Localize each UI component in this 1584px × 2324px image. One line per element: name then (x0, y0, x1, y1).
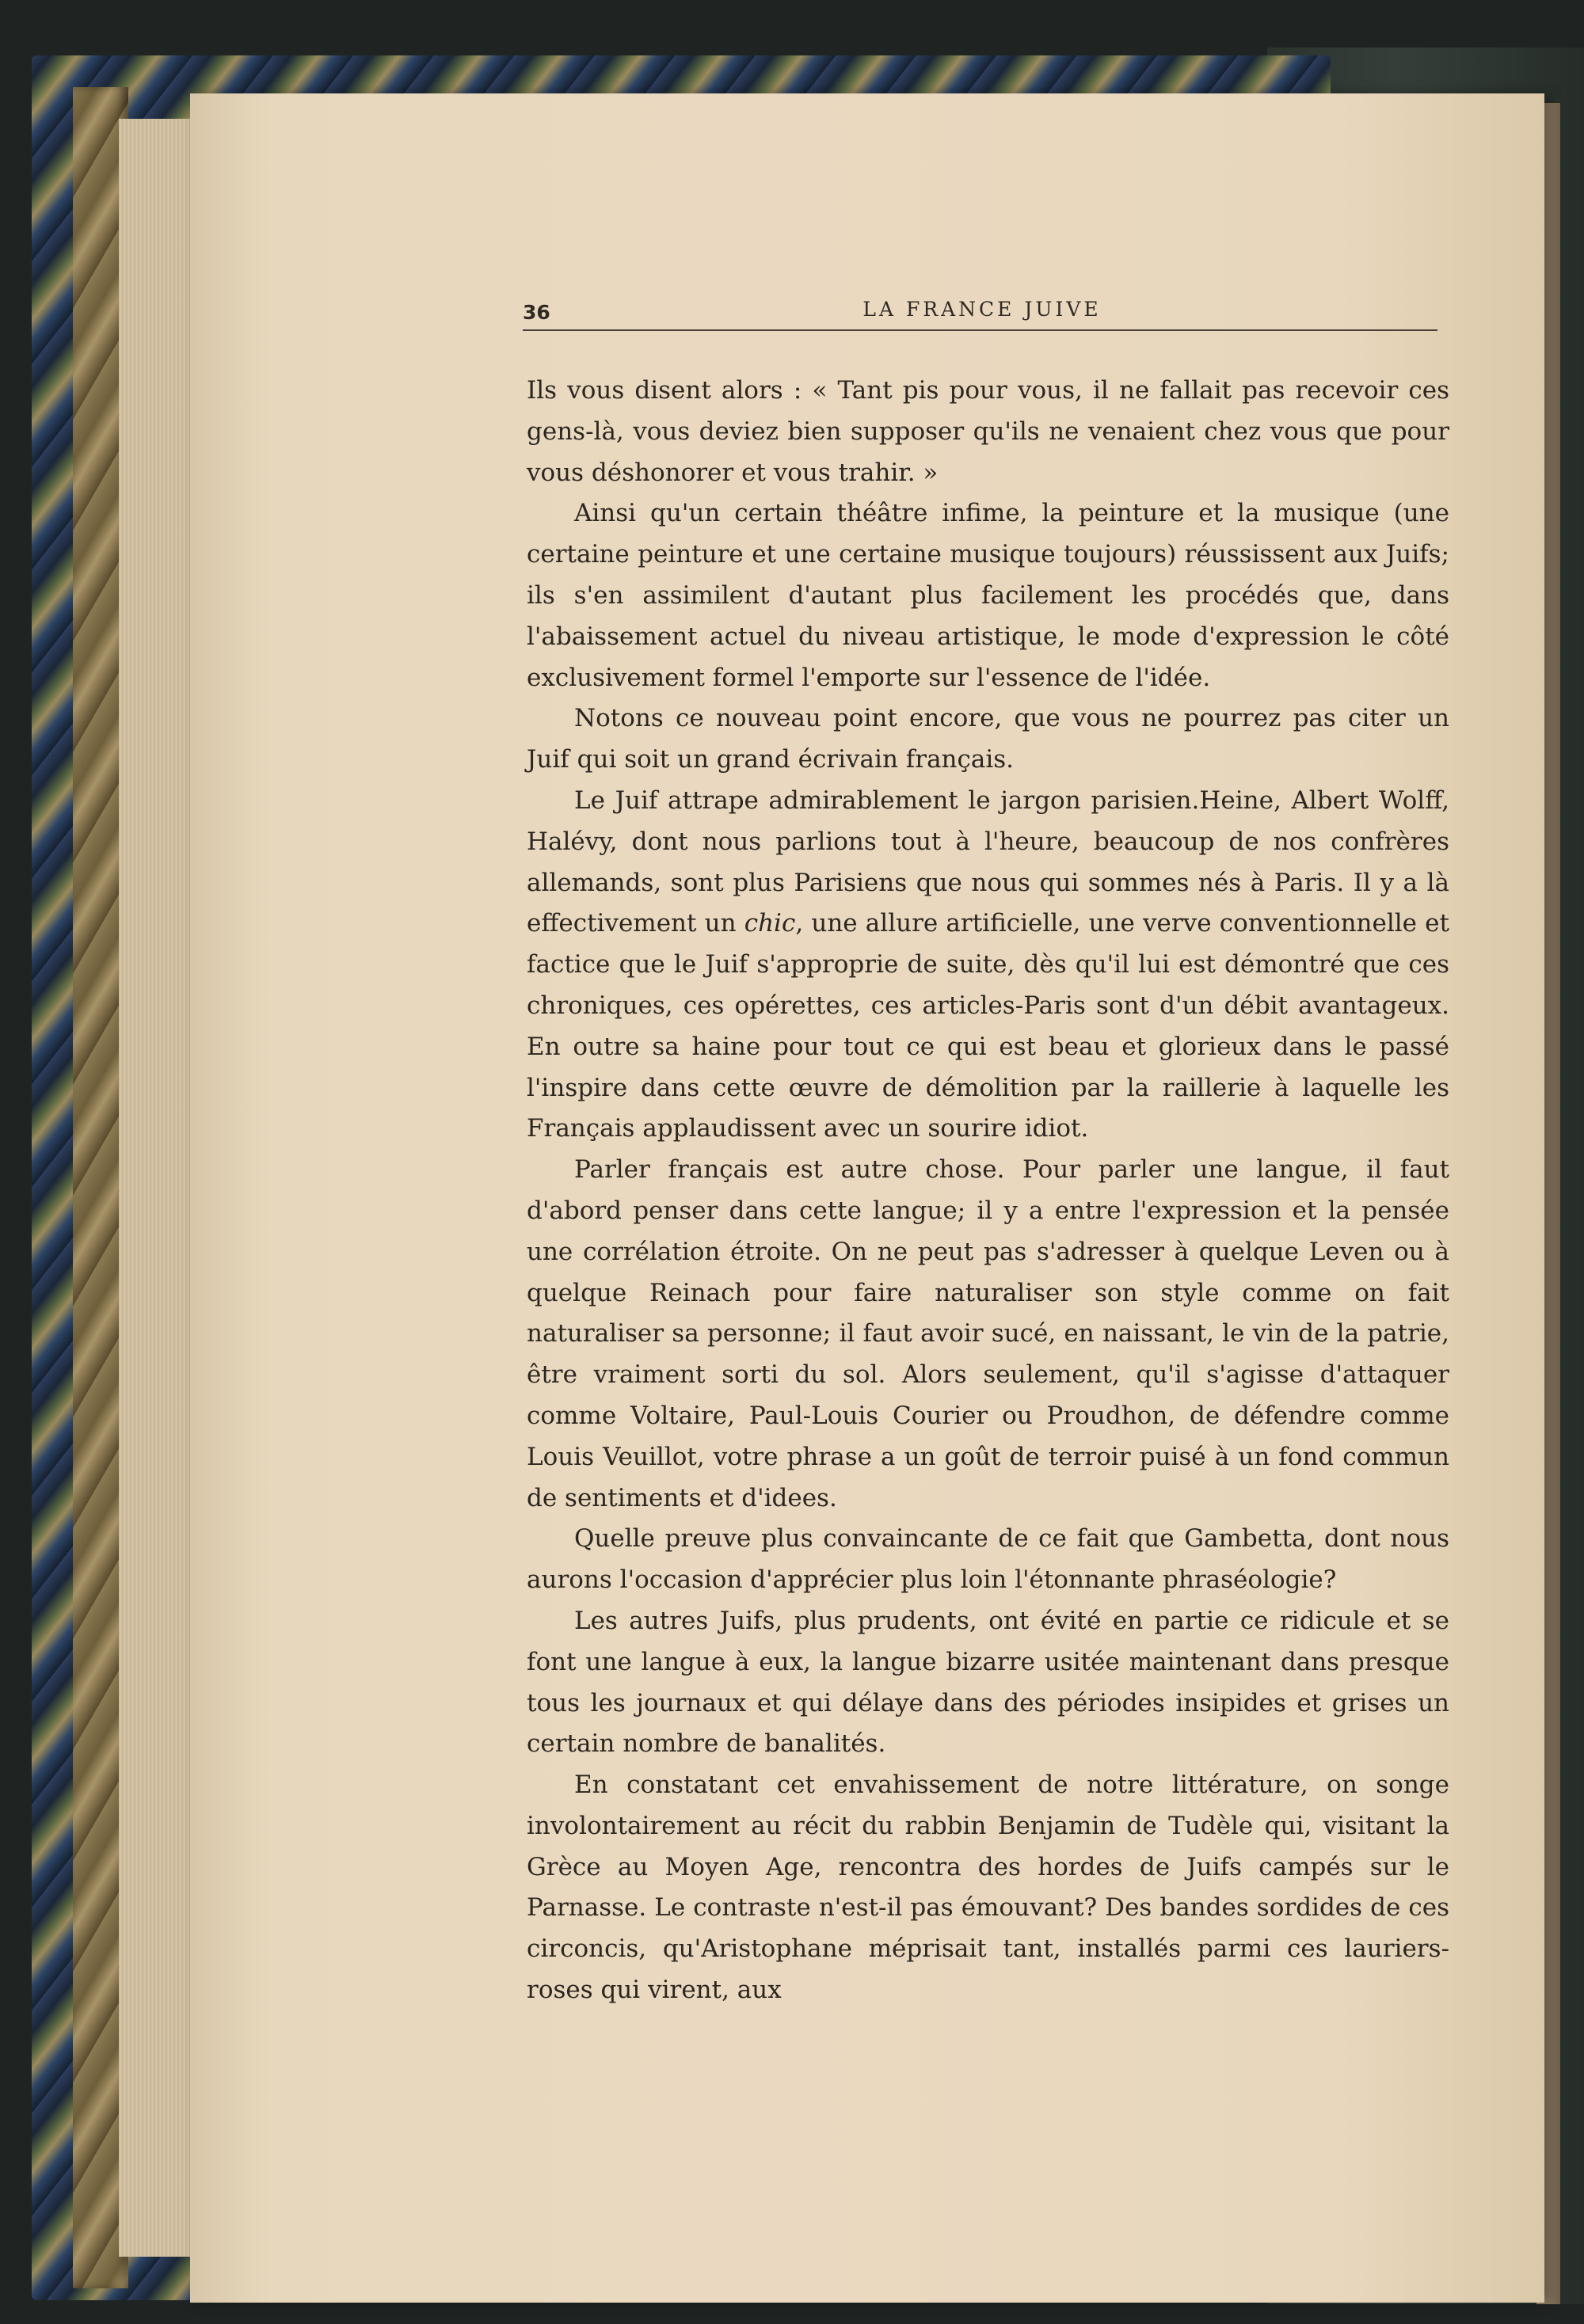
body-text (527, 371, 1449, 2011)
header-rule (523, 329, 1437, 331)
paragraph: Ils vous disent alors : « Tant pis pour vous, il ne fallait pas recevoir ces gens-là, vous deviez bien supposer qu'ils ne venaient chez vous que pour vous déshonorer et vous trahir. » (527, 376, 1449, 487)
paragraph: Notons ce nouveau point encore, que vous ne pourrez pas citer un Juif qui soit un grand écrivain français. (527, 704, 1449, 774)
paragraph-text: Le Juif attrape admirablement le jargon parisien.Heine, Albert Wolff, Halévy, dont nous parlions tout à l'heure, beaucoup de nos confrères allemands, sont plus Parisiens que nous qui sommes nés à Paris. Il y a là effectivement un (527, 785, 1449, 938)
paragraph: En constatant cet envahissement de notre littérature, on songe involontairement au récit du rabbin Benjamin de Tudèle qui, visitant la Grèce au Moyen Age, rencontra des hordes de Juifs campés sur le Parnasse. Le contraste n'est-il pas émouvant? Des bandes sordides de ces circoncis, qu'Aristophane méprisait tant, installés parmi ces lauriers-roses qui virent, aux (527, 1771, 1449, 2005)
emphasis-word: chic (744, 909, 796, 938)
paragraph: Les autres Juifs, plus prudents, ont évité en partie ce ridicule et se font une langue à eux, la langue bizarre usitée maintenant dans presque tous les journaux et qui délaye dans des périodes insipides et grises un certain nombre de banalités. (527, 1606, 1449, 1759)
paragraph: Quelle preuve plus convaincante de ce fait que Gambetta, dont nous aurons l'occasion d'apprécier plus loin l'étonnante phraséologie? (527, 1524, 1449, 1595)
page-number: 36 (523, 301, 550, 324)
paragraph: Ainsi qu'un certain théâtre infime, la peinture et la musique (une certaine peinture et une certaine musique toujours) réussissent aux Juifs; ils s'en assimilent d'autant plus facilement les procédés que, dans l'abaissement actuel du niveau artistique, le mode d'expression le côté exclusivement formel l'emporte sur l'essence de l'idée. (527, 499, 1449, 692)
paragraph-text: , une allure artificielle, une verve conventionnelle et factice que le Juif s'approprie de suite, dès qu'il lui est démontré que ces chroniques, ces opérettes, ces articles-Paris sont d'un débit avantageux. En outre sa haine pour tout ce qui est beau et glorieux dans le passé l'inspire dans cette œuvre de démolition par la raillerie à laquelle les Français applaudissent avec un sourire idiot. (527, 909, 1449, 1143)
paragraph: Parler français est autre chose. Pour parler une langue, il faut d'abord penser dans cette langue; il y a entre l'expression et la pensée une corrélation étroite. On ne peut pas s'adresser à quelque Leven ou à quelque Reinach pour faire naturaliser son style comme on fait naturaliser sa personne; il faut avoir sucé, en naissant, le vin de la patrie, être vraiment sorti du sol. Alors seulement, qu'il s'agisse d'attaquer comme Voltaire, Paul-Louis Courier ou Proudhon, de défendre comme Louis Veuillot, votre phrase a un goût de terroir puisé à un fond commun de sentiments et d'idees. (527, 1155, 1449, 1512)
running-head: LA FRANCE JUIVE (862, 298, 1102, 321)
paragraph (527, 781, 1449, 1150)
page-header (523, 293, 1441, 340)
